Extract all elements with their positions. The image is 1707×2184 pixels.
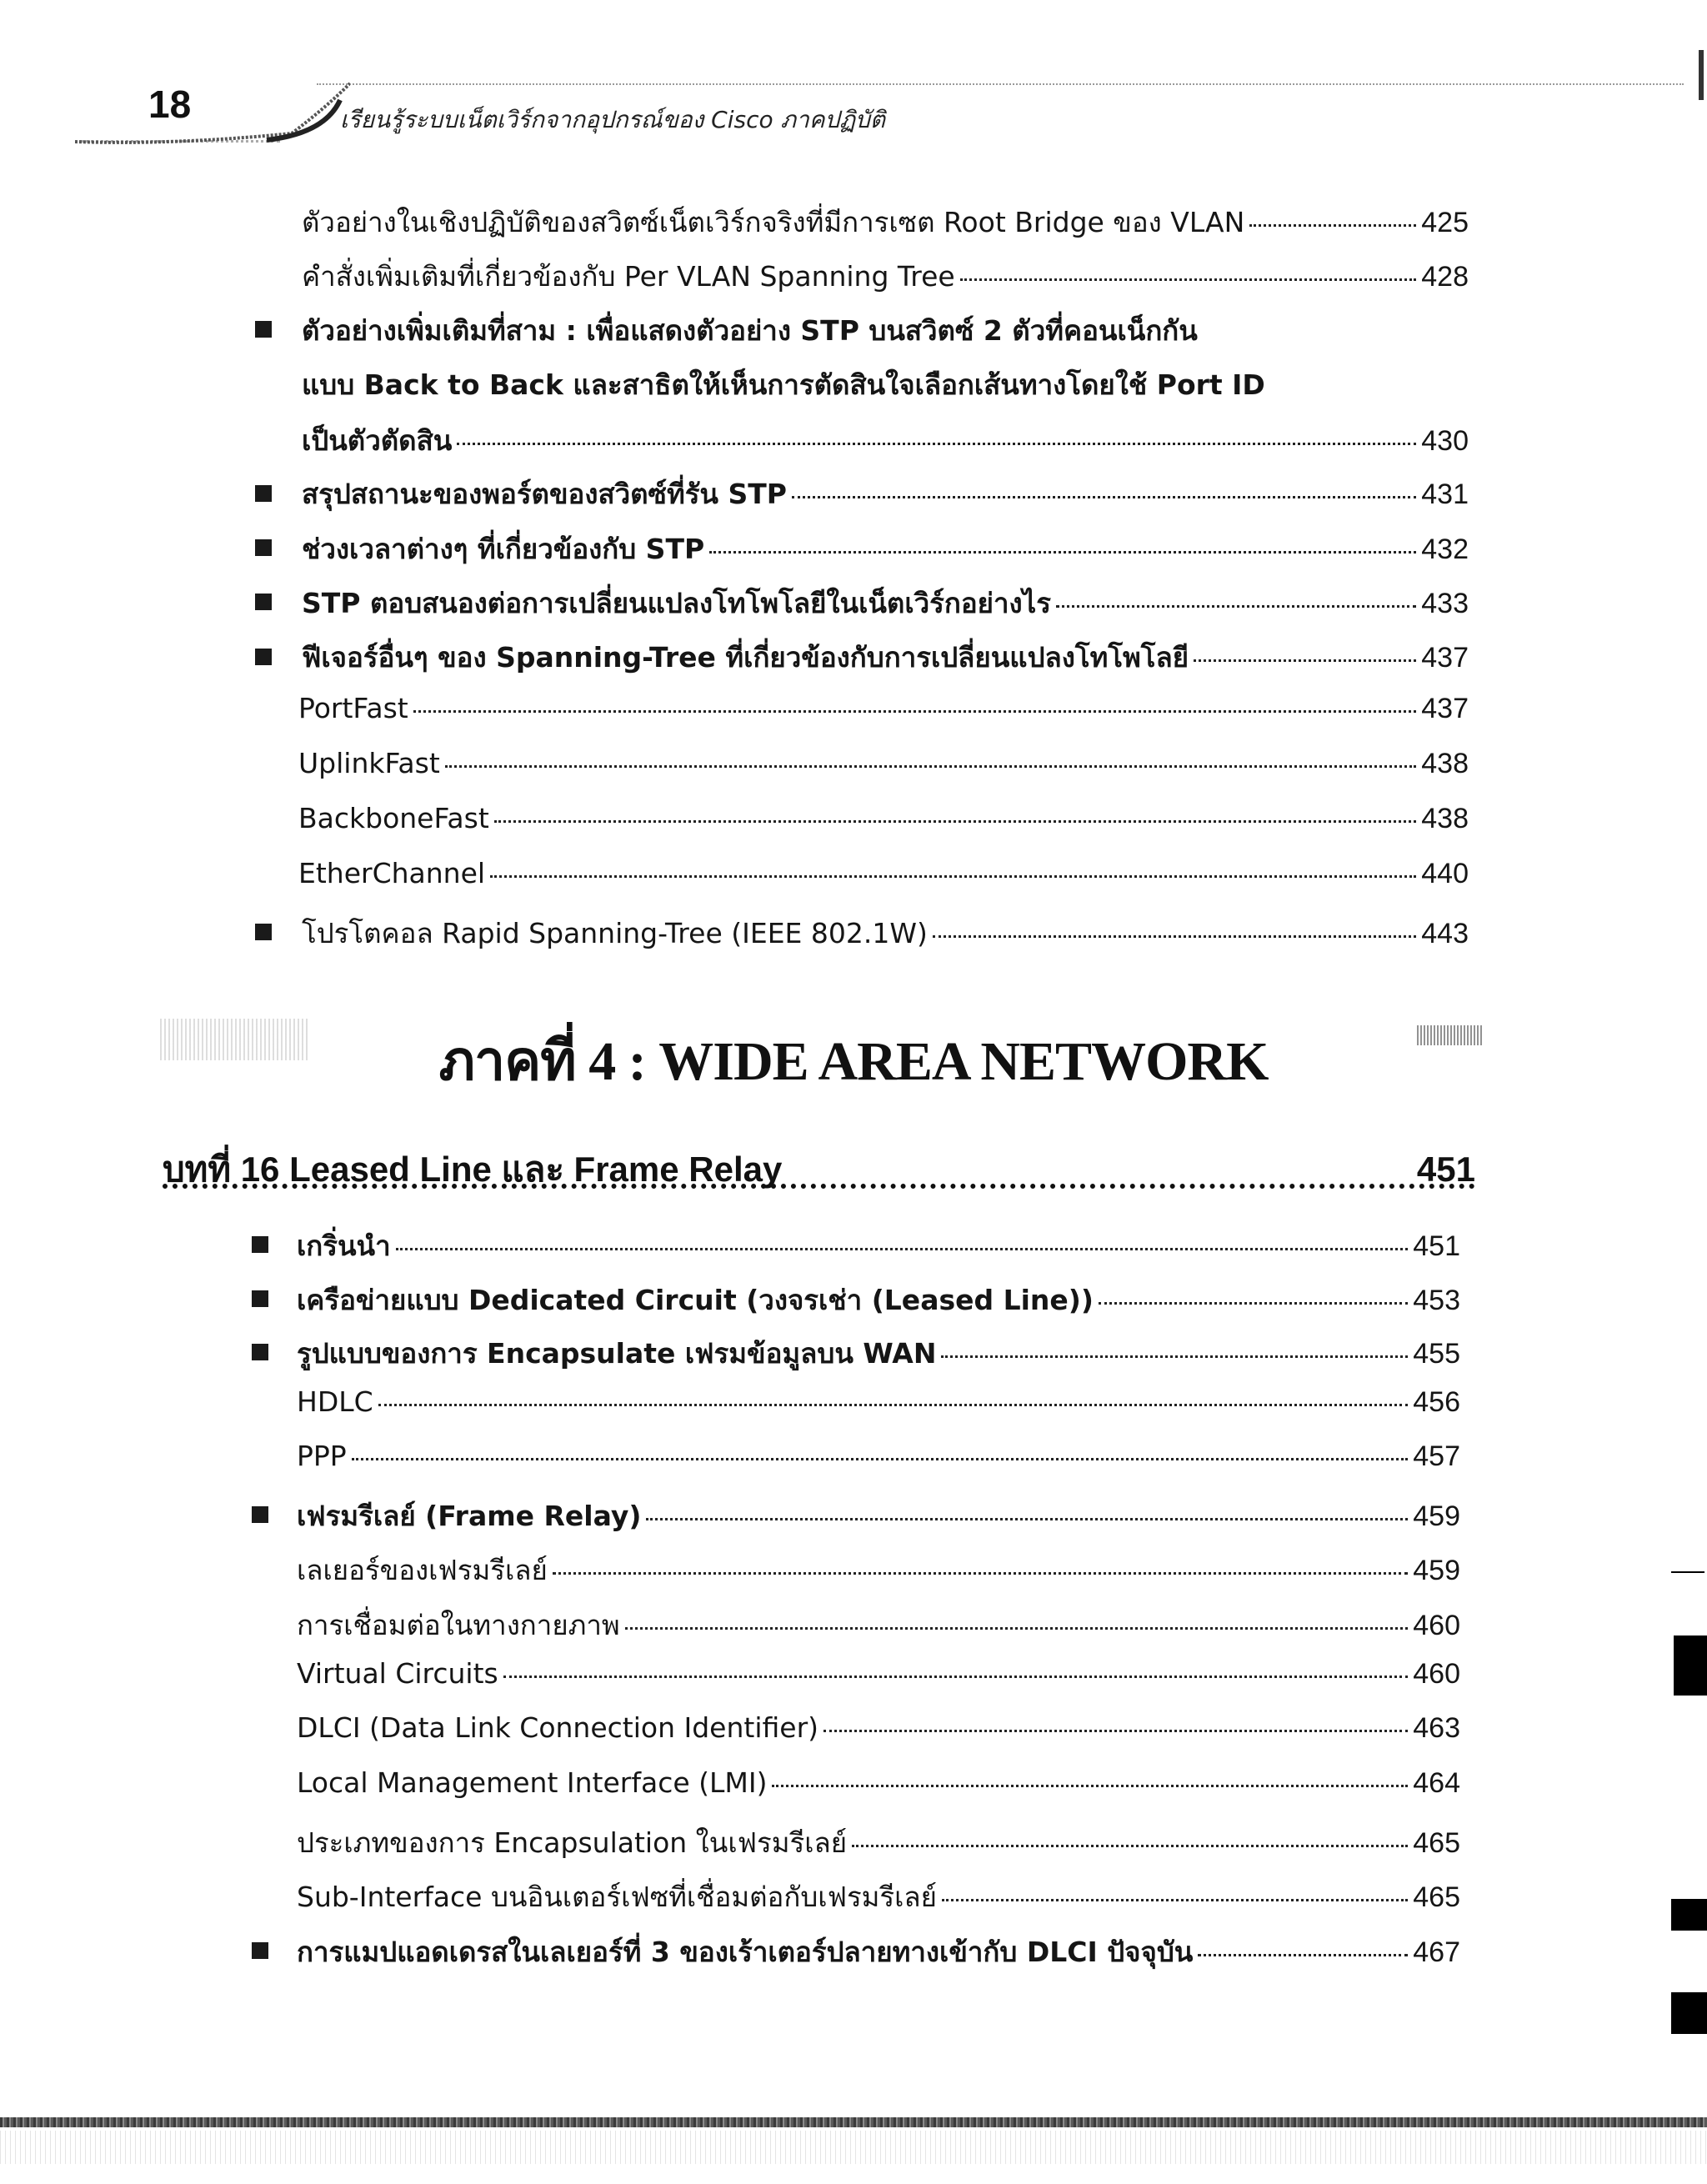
toc-entry-text: HDLC: [297, 1385, 373, 1418]
toc-entry-page: 455: [1413, 1338, 1460, 1370]
dot-leader: [772, 1785, 1408, 1787]
toc-entry-text: ช่วงเวลาต่างๆ ที่เกี่ยวข้องกับ STP: [302, 533, 705, 565]
toc-entry-text: Virtual Circuits: [297, 1657, 498, 1690]
toc-entry-page: 464: [1413, 1767, 1460, 1799]
toc-entry[interactable]: [297, 1930, 1460, 1971]
toc-entry-text: Local Management Interface (LMI): [297, 1766, 768, 1799]
dot-leader: [942, 1899, 1408, 1901]
toc-entry-page: 459: [1413, 1555, 1460, 1586]
toc-entry[interactable]: [302, 635, 1469, 677]
toc-entry[interactable]: [297, 1385, 1460, 1427]
section-title: ภาคที่ 4 : WIDE AREA NETWORK: [438, 1031, 1269, 1092]
toc-entry-text: คำสั่งเพิ่มเติมที่เกี่ยวข้องกับ Per VLAN Spanning Tree: [302, 260, 955, 293]
toc-entry[interactable]: [297, 1278, 1460, 1320]
dot-leader: [792, 496, 1416, 498]
toc-entry-page: 433: [1421, 588, 1469, 619]
toc-entry-text: PPP: [297, 1440, 347, 1472]
toc-entry-text-line2: แบบ Back to Back และสาธิตให้เห็นการตัดสินใจเลือกเส้นทางโดยใช้ Port ID: [302, 368, 1265, 401]
toc-entry[interactable]: [297, 1711, 1460, 1753]
toc-entry[interactable]: [302, 254, 1469, 296]
toc-entry-text: Sub-Interface บนอินเตอร์เฟซที่เชื่อมต่อกับเฟรมรีเลย์: [297, 1881, 937, 1913]
header-swoosh-decoration: [75, 75, 350, 167]
toc-entry[interactable]: [297, 1224, 1460, 1265]
bullet-square-icon: [255, 924, 272, 940]
toc-entry[interactable]: [297, 1821, 1460, 1862]
toc-entry-page: 438: [1421, 748, 1469, 779]
toc-entry[interactable]: [302, 911, 1469, 953]
toc-entry-text: BackboneFast: [298, 802, 489, 834]
toc-entry[interactable]: [298, 857, 1469, 899]
toc-entry-page: 465: [1413, 1881, 1460, 1913]
page-number: 18: [148, 83, 192, 126]
dot-leader: [494, 820, 1416, 823]
toc-entry[interactable]: [297, 1875, 1460, 1916]
toc-entry-page: 460: [1413, 1658, 1460, 1690]
dot-leader: [378, 1404, 1409, 1406]
edge-tick-mark: [1671, 1571, 1704, 1575]
toc-entry-page: 430: [1421, 425, 1469, 457]
bullet-square-icon: [252, 1506, 268, 1523]
bullet-square-icon: [252, 1290, 268, 1307]
toc-entry[interactable]: [298, 747, 1469, 789]
toc-entry-text: EtherChannel: [298, 857, 486, 889]
dot-leader: [490, 875, 1416, 878]
dot-leader: [553, 1572, 1408, 1575]
edge-tick-mark: [1699, 50, 1704, 100]
toc-entry[interactable]: [297, 1440, 1460, 1481]
toc-entry-page: 459: [1413, 1500, 1460, 1532]
dot-leader: [1198, 1954, 1408, 1956]
toc-entry-page: 440: [1421, 858, 1469, 889]
header-rule: [317, 83, 1684, 90]
toc-entry[interactable]: [302, 472, 1469, 513]
toc-entry-text-line1: ตัวอย่างเพิ่มเติมที่สาม : เพื่อแสดงตัวอย่าง STP บนสวิตซ์ 2 ตัวที่คอนเน็กกัน: [302, 314, 1198, 347]
toc-entry[interactable]: [297, 1331, 1460, 1373]
toc-entry-page: 437: [1421, 693, 1469, 724]
toc-entry-text: เครือข่ายแบบ Dedicated Circuit (วงจรเช่า (Leased Line)): [297, 1284, 1094, 1316]
toc-entry-page: 428: [1421, 261, 1469, 293]
toc-entry[interactable]: [297, 1603, 1460, 1645]
edge-thumb-tab: [1674, 1635, 1707, 1696]
toc-entry[interactable]: [302, 200, 1469, 242]
toc-entry[interactable]: [302, 581, 1469, 623]
dot-leader: [852, 1845, 1408, 1847]
bullet-square-icon: [255, 594, 272, 610]
toc-entry-text: เฟรมรีเลย์ (Frame Relay): [297, 1500, 642, 1532]
dot-leader: [933, 935, 1416, 938]
bullet-square-icon: [252, 1344, 268, 1360]
toc-entry-text: UplinkFast: [298, 747, 440, 779]
toc-entry-text: ฟีเจอร์อื่นๆ ของ Spanning-Tree ที่เกี่ยวข้องกับการเปลี่ยนแปลงโทโพโลยี: [302, 641, 1189, 674]
toc-entry-page: 453: [1413, 1285, 1460, 1316]
toc-entry-text: DLCI (Data Link Connection Identifier): [297, 1711, 819, 1744]
dot-leader: [352, 1458, 1409, 1460]
toc-entry[interactable]: [298, 802, 1469, 844]
chapter-title: บทที่ 16 Leased Line และ Frame Relay: [163, 1150, 783, 1189]
toc-entry[interactable]: [298, 692, 1469, 734]
toc-entry-text: รูปแบบของการ Encapsulate เฟรมข้อมูลบน WAN: [297, 1337, 937, 1370]
toc-entry-text: การแมปแอดเดรสในเลเยอร์ที่ 3 ของเร้าเตอร์ปลายทางเข้ากับ DLCI ปัจจุบัน: [297, 1936, 1194, 1968]
dot-leader: [396, 1248, 1409, 1250]
toc-entry[interactable]: [297, 1494, 1460, 1535]
dot-leader: [1099, 1302, 1408, 1305]
dot-leader: [646, 1518, 1408, 1520]
toc-entry-page: 432: [1421, 533, 1469, 565]
toc-entry-text-line3: เป็นตัวตัดสิน: [302, 424, 453, 457]
edge-thumb-tab: [1671, 1899, 1707, 1931]
scan-edge-band: [0, 2117, 1707, 2127]
dot-leader: [823, 1730, 1408, 1732]
toc-entry-page: 467: [1413, 1936, 1460, 1968]
dot-leader: [457, 443, 1416, 445]
toc-entry[interactable]: [297, 1657, 1460, 1699]
toc-entry-page: 425: [1421, 207, 1469, 238]
toc-entry-page: 443: [1421, 918, 1469, 949]
bullet-square-icon: [255, 321, 272, 338]
toc-entry-page: 438: [1421, 803, 1469, 834]
toc-entry-page: 437: [1421, 642, 1469, 674]
toc-entry[interactable]: [302, 527, 1469, 569]
toc-entry-text: ตัวอย่างในเชิงปฏิบัติของสวิตซ์เน็ตเวิร์กจริงที่มีการเซต Root Bridge ของ VLAN: [302, 206, 1245, 238]
toc-entry-text: PortFast: [298, 692, 408, 724]
toc-entry-text: โปรโตคอล Rapid Spanning-Tree (IEEE 802.1W): [302, 917, 928, 949]
edge-thumb-tab: [1671, 1992, 1707, 2034]
toc-entry-text: เลเยอร์ของเฟรมรีเลย์: [297, 1554, 548, 1586]
chapter-dot-rule: [163, 1184, 1475, 1195]
toc-entry-text: ประเภทของการ Encapsulation ในเฟรมรีเลย์: [297, 1826, 848, 1859]
chapter-page: 451: [1416, 1150, 1475, 1189]
toc-entry-text: สรุปสถานะของพอร์ตของสวิตซ์ที่รัน STP: [302, 478, 787, 510]
dot-leader: [445, 765, 1416, 768]
dot-leader: [941, 1355, 1408, 1358]
toc-entry-text: STP ตอบสนองต่อการเปลี่ยนแปลงโทโพโลยีในเน็ตเวิร์กอย่างไร: [302, 587, 1051, 619]
dot-leader: [503, 1676, 1409, 1678]
toc-entry-page: 463: [1413, 1712, 1460, 1744]
toc-entry-page: 451: [1413, 1230, 1460, 1262]
dot-leader: [1056, 605, 1416, 608]
dot-leader: [960, 278, 1417, 281]
toc-entry[interactable]: [297, 1548, 1460, 1590]
dot-leader: [709, 551, 1416, 554]
toc-entry-text: เกริ่นนำ: [297, 1230, 391, 1262]
running-title: เรียนรู้ระบบเน็ตเวิร์กจากอุปกรณ์ของ Cisco ภาคปฏิบัติ: [340, 106, 885, 133]
dot-leader: [1249, 224, 1416, 227]
dot-leader: [1194, 659, 1416, 662]
toc-entry-page: 456: [1413, 1386, 1460, 1418]
toc-entry-page: 431: [1421, 478, 1469, 510]
dot-leader: [625, 1627, 1409, 1630]
dot-leader: [413, 710, 1417, 713]
toc-entry-page: 460: [1413, 1610, 1460, 1641]
bullet-square-icon: [255, 539, 272, 556]
scan-noise: [0, 2131, 1707, 2164]
toc-entry[interactable]: [297, 1766, 1460, 1808]
toc-entry-page: 465: [1413, 1827, 1460, 1859]
bullet-square-icon: [255, 649, 272, 665]
toc-entry-text: การเชื่อมต่อในทางกายภาพ: [297, 1609, 620, 1641]
bullet-square-icon: [252, 1236, 268, 1253]
toc-entry[interactable]: [302, 418, 1469, 460]
bullet-square-icon: [255, 485, 272, 502]
bullet-square-icon: [252, 1942, 268, 1959]
toc-entry-page: 457: [1413, 1440, 1460, 1472]
